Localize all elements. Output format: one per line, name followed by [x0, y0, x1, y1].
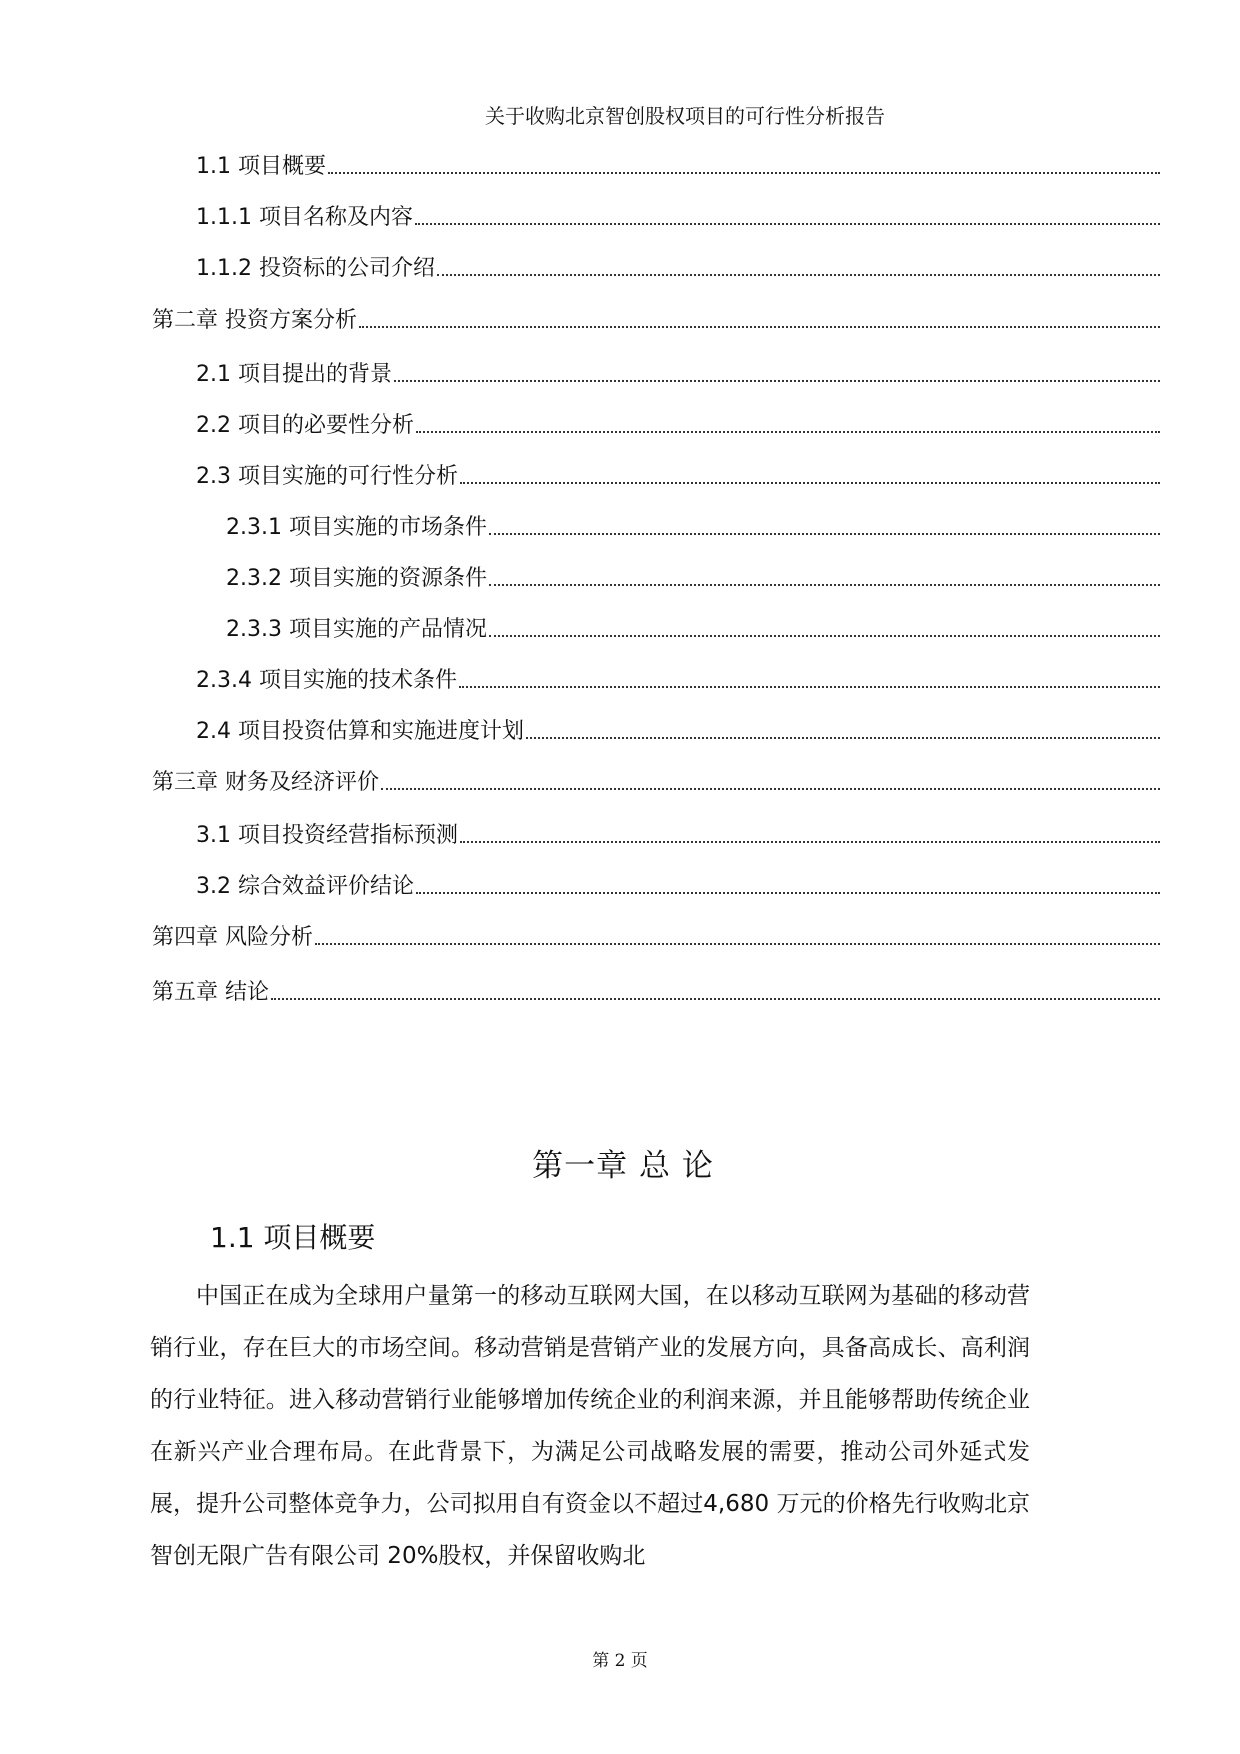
toc-leader-dots: [415, 222, 1160, 225]
chapter-title: 第一章 总 论: [532, 1148, 714, 1184]
toc-entry-text: 2.3.4 项目实施的技术条件: [196, 668, 457, 693]
toc-entry-text: 1.1.2 投资标的公司介绍: [196, 256, 435, 281]
toc-entry-text: 第五章 结论: [152, 980, 269, 1005]
toc-leader-dots: [460, 481, 1160, 484]
toc-leader-dots: [460, 840, 1160, 843]
toc-leader-dots: [271, 997, 1160, 1000]
toc-entry[interactable]: [152, 974, 1160, 1006]
toc-entry[interactable]: [196, 713, 1160, 745]
toc-entry-text: 2.4 项目投资估算和实施进度计划: [196, 719, 524, 744]
toc-leader-dots: [416, 891, 1160, 894]
toc-entry[interactable]: [226, 611, 1160, 643]
toc-entry-text: 2.3.1 项目实施的市场条件: [226, 515, 487, 540]
toc-entry-text: 第四章 风险分析: [152, 925, 313, 950]
toc-leader-dots: [437, 273, 1160, 276]
toc-entry-text: 2.3 项目实施的可行性分析: [196, 464, 458, 489]
toc-leader-dots: [526, 736, 1160, 739]
toc-entry-text: 第二章 投资方案分析: [152, 308, 357, 333]
toc-entry-text: 2.2 项目的必要性分析: [196, 413, 414, 438]
toc-entry[interactable]: [196, 868, 1160, 900]
toc-entry[interactable]: [196, 199, 1160, 231]
toc-leader-dots: [315, 942, 1160, 945]
toc-entry-text: 2.1 项目提出的背景: [196, 362, 392, 387]
toc-leader-dots: [394, 379, 1160, 382]
toc-entry-text: 2.3.2 项目实施的资源条件: [226, 566, 487, 591]
toc-entry-text: 第三章 财务及经济评价: [152, 770, 379, 795]
toc-entry-text: 1.1.1 项目名称及内容: [196, 205, 413, 230]
page-number: 第 2 页: [592, 1651, 648, 1671]
toc-entry[interactable]: [226, 560, 1160, 592]
toc-leader-dots: [489, 634, 1160, 637]
body-text: [150, 1270, 1030, 1582]
toc-leader-dots: [328, 171, 1160, 174]
body-paragraph: 中国正在成为全球用户量第一的移动互联网大国，在以移动互联网为基础的移动营销行业，存在巨大的市场空间。移动营销是营销产业的发展方向，具备高成长、高利润的行业特征。进入移动营销行业能够增加传统企业的利润来源，并且能够帮助传统企业在新兴产业合理布局。在此背景下，为满足公司战略发展的需要，推动公司外延式发展，提升公司整体竞争力，公司拟用自有资金以不超过4,680 万元的价格先行收购北京智创无限广告有限公司 20%股权，并保留收购北: [150, 1283, 1030, 1569]
toc-entry[interactable]: [152, 302, 1160, 334]
section-title: 1.1 项目概要: [210, 1221, 376, 1254]
toc-entry[interactable]: [152, 919, 1160, 951]
toc-leader-dots: [489, 532, 1160, 535]
toc-entry[interactable]: [196, 458, 1160, 490]
toc-leader-dots: [359, 325, 1160, 328]
toc-leader-dots: [489, 583, 1160, 586]
toc-entry[interactable]: [152, 764, 1160, 796]
toc-entry-text: 2.3.3 项目实施的产品情况: [226, 617, 487, 642]
toc-leader-dots: [459, 685, 1160, 688]
toc-leader-dots: [381, 787, 1160, 790]
toc-entry[interactable]: [196, 250, 1160, 282]
toc-leader-dots: [416, 430, 1160, 433]
toc-entry-text: 3.1 项目投资经营指标预测: [196, 823, 458, 848]
running-header: 关于收购北京智创股权项目的可行性分析报告: [485, 104, 885, 128]
toc-entry[interactable]: [196, 662, 1160, 694]
toc-entry[interactable]: [226, 509, 1160, 541]
toc-entry[interactable]: [196, 356, 1160, 388]
toc-entry[interactable]: [196, 148, 1160, 180]
toc-entry[interactable]: [196, 817, 1160, 849]
toc-entry-text: 1.1 项目概要: [196, 154, 326, 179]
toc-entry-text: 3.2 综合效益评价结论: [196, 874, 414, 899]
toc-entry[interactable]: [196, 407, 1160, 439]
